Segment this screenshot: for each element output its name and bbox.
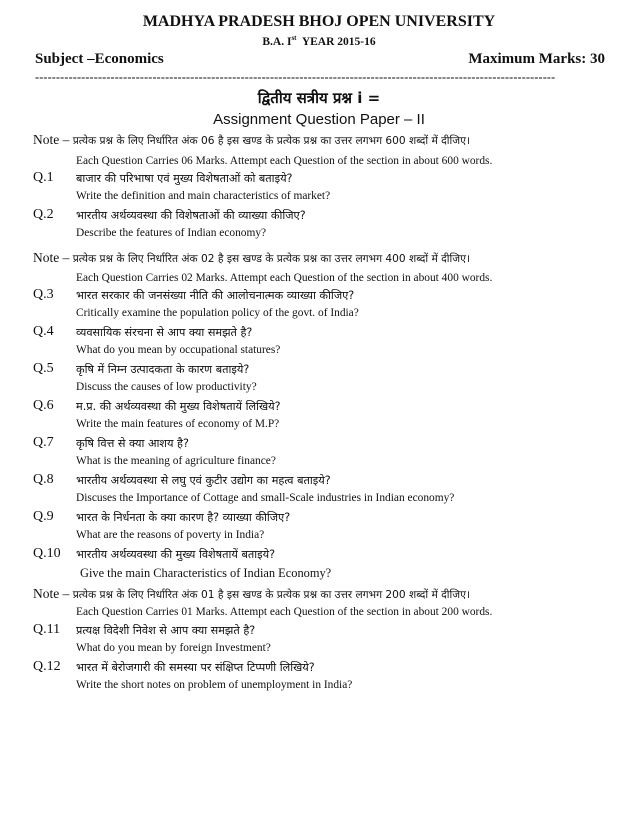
subject-label: Subject –Economics <box>35 51 164 67</box>
section-note <box>33 586 619 602</box>
dashed-divider: ---------------------------------------------------------------------------------------------------------------------------- <box>35 70 556 84</box>
section-note <box>33 132 619 148</box>
question-hindi: कृषि वित्त से क्या आशय है? <box>76 437 189 450</box>
note-english: Each Question Carries 02 Marks. Attempt each Question of the section in about 400 words. <box>76 272 493 284</box>
question-english: Critically examine the population policy of the govt. of India? <box>76 307 359 319</box>
question-number: Q.6 <box>33 398 54 413</box>
question-number: Q.9 <box>33 509 54 524</box>
question-hindi: कृषि में निम्न उत्पादकता के कारण बताइये? <box>76 363 250 376</box>
question-number: Q.10 <box>33 546 61 561</box>
academic-year: B.A. Ist YEAR 2015-16 <box>262 34 376 48</box>
question-english: Discuses the Importance of Cottage and small-Scale industries in Indian economy? <box>76 492 455 504</box>
question-number: Q.4 <box>33 324 54 339</box>
question-english: Give the main Characteristics of Indian Economy? <box>80 566 332 580</box>
question-english: What do you mean by foreign Investment? <box>76 642 271 654</box>
note-hindi: प्रत्येक प्रश्न के लिए निर्धारित अंक 02 है इस खण्ड के प्रत्येक प्रश्न का उत्तर लगभग 400 शब्दों में दीजिए। <box>69 253 471 265</box>
university-name: MADHYA PRADESH BHOJ OPEN UNIVERSITY <box>142 13 496 30</box>
question-number: Q.12 <box>33 659 61 674</box>
note-label: Note – <box>33 586 70 601</box>
question-hindi: भारतीय अर्थव्यवस्था की विशेषताओं की व्याख्या कीजिए? <box>76 209 306 222</box>
question-number: Q.11 <box>33 622 61 637</box>
question-hindi: भारत के निर्धनता के क्या कारण है? व्याख्या कीजिए? <box>76 511 291 524</box>
question-number: Q.2 <box>33 207 54 222</box>
question-hindi: भारतीय अर्थव्यवस्था से लघु एवं कुटीर उद्योग का महत्व बताइये? <box>76 474 331 487</box>
note-hindi: प्रत्येक प्रश्न के लिए निर्धारित अंक 06 है इस खण्ड के प्रत्येक प्रश्न का उत्तर लगभग 600 शब्दों में दीजिए। <box>69 135 471 147</box>
question-number: Q.1 <box>33 170 54 185</box>
note-label: Note – <box>33 132 70 147</box>
question-hindi: व्यवसायिक संरचना से आप क्या समझते है? <box>76 326 253 339</box>
question-english: Write the short notes on problem of unemployment in India? <box>76 679 353 691</box>
question-english: Describe the features of Indian economy? <box>76 227 267 239</box>
question-number: Q.8 <box>33 472 54 487</box>
question-hindi: बाजार की परिभाषा एवं मुख्य विशेषताओं को बताइये? <box>76 172 293 185</box>
question-hindi: प्रत्यक्ष विदेशी निवेश से आप क्या समझते है? <box>76 624 256 637</box>
question-hindi: भारतीय अर्थव्यवस्था की मुख्य विशेषतायें बताइये? <box>76 548 276 561</box>
question-hindi: भारत सरकार की जनसंख्या नीति की आलोचनात्मक व्याख्या कीजिए? <box>76 289 355 302</box>
section-note <box>33 250 619 266</box>
question-number: Q.5 <box>33 361 54 376</box>
hindi-title: द्वितीय सत्रीय प्रश्न i = <box>257 89 381 107</box>
question-hindi: म.प्र. की अर्थव्यवस्था की मुख्य विशेषतायें लिखिये? <box>76 400 281 413</box>
question-english: What is the meaning of agriculture finance? <box>76 455 276 467</box>
question-english: Write the main features of economy of M.P? <box>76 418 280 430</box>
question-english: What are the reasons of poverty in India? <box>76 529 265 541</box>
note-english: Each Question Carries 06 Marks. Attempt each Question of the section in about 600 words. <box>76 155 493 167</box>
question-number: Q.3 <box>33 287 54 302</box>
ordinal-suffix: st <box>291 34 297 42</box>
note-english: Each Question Carries 01 Marks. Attempt each Question of the section in about 200 words. <box>76 606 493 618</box>
question-hindi: भारत में बेरोजगारी की समस्या पर संक्षिप्त टिप्पणी लिखिये? <box>76 661 315 674</box>
note-label: Note – <box>33 250 70 265</box>
question-english: Write the definition and main characteristics of market? <box>76 190 331 202</box>
maximum-marks: Maximum Marks: 30 <box>468 51 605 67</box>
note-hindi: प्रत्येक प्रश्न के लिए निर्धारित अंक 01 है इस खण्ड के प्रत्येक प्रश्न का उत्तर लगभग 200 शब्दों में दीजिए। <box>69 589 471 601</box>
question-english: Discuss the causes of low productivity? <box>76 381 257 393</box>
question-english: What do you mean by occupational statures? <box>76 344 281 356</box>
question-number: Q.7 <box>33 435 54 450</box>
assignment-title: Assignment Question Paper – II <box>213 111 425 128</box>
